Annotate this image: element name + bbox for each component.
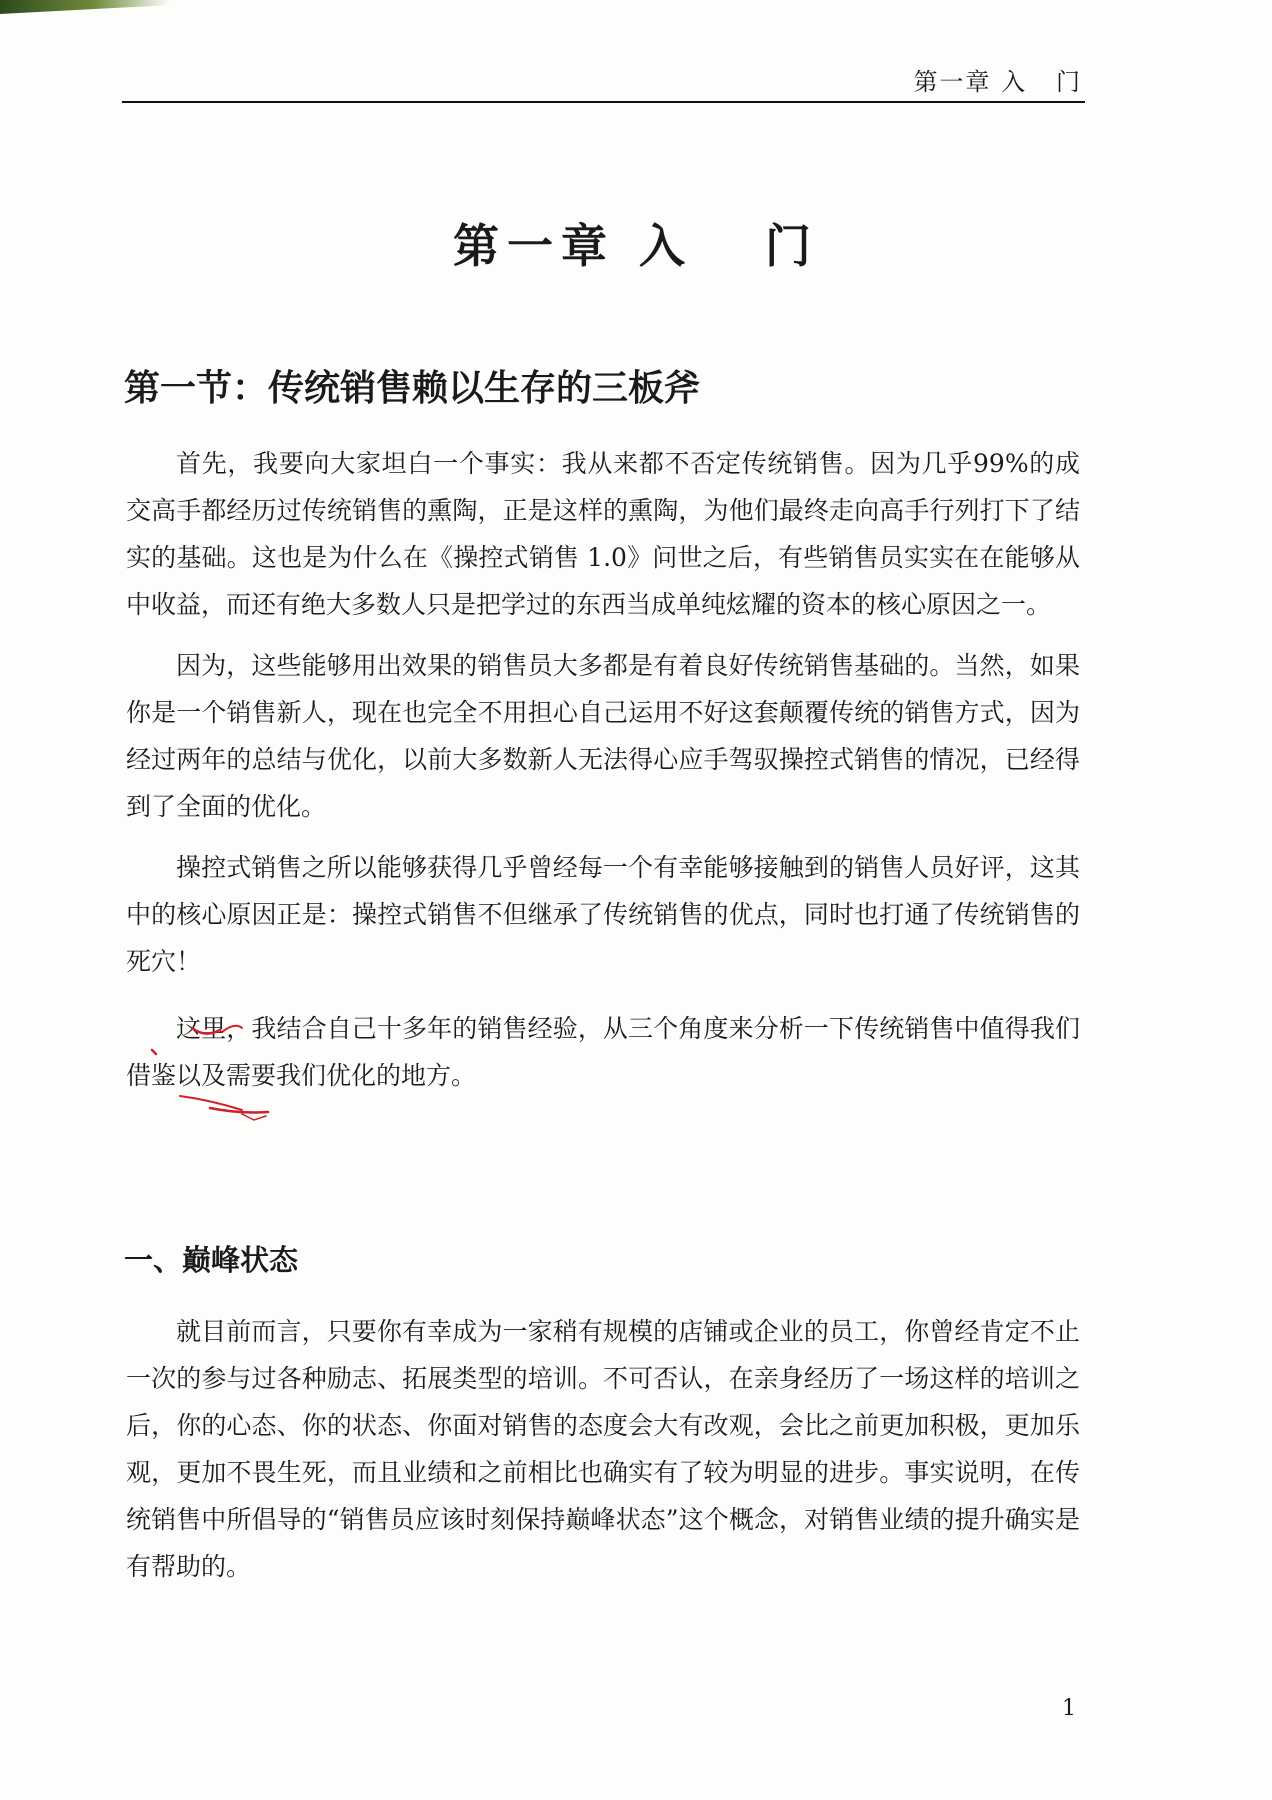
scan-edge-artifact (0, 0, 170, 14)
header-rule (122, 101, 1085, 103)
subsection-body (126, 1308, 1080, 1590)
chapter-title: 第一章 入 门 (452, 219, 820, 273)
paragraph-3: 操控式销售之所以能够获得几乎曾经每一个有幸能够接触到的销售人员好评，这其中的核心原因正是：操控式销售不但继承了传统销售的优点，同时也打通了传统销售的死穴！ (126, 853, 1080, 976)
paragraph-4: 这里，我结合自己十多年的销售经验，从三个角度来分析一下传统销售中值得我们借鉴以及需要我们优化的地方。 (126, 1014, 1080, 1090)
paragraph-1: 首先，我要向大家坦白一个事实：我从来都不否定传统销售。因为几乎99%的成交高手都经历过传统销售的熏陶，正是这样的熏陶，为他们最终走向高手行列打下了结实的基础。这也是为什么在《操控式销售 1.0》问世之后，有些销售员实实在在能够从中收益，而还有绝大多数人只是把学过的东西当成单纯炫耀的资本的核心原因之一。 (126, 449, 1080, 619)
page-number: 1 (1062, 1696, 1076, 1721)
running-head: 第一章 入 门 (913, 68, 1082, 96)
section-title: 第一节：传统销售赖以生存的三板斧 (124, 367, 701, 409)
section-body (126, 440, 1080, 1099)
paragraph-5: 就目前而言，只要你有幸成为一家稍有规模的店铺或企业的员工，你曾经肯定不止一次的参与过各种励志、拓展类型的培训。不可否认，在亲身经历了一场这样的培训之后，你的心态、你的状态、你面对销售的态度会大有改观，会比之前更加积极，更加乐观，更加不畏生死，而且业绩和之前相比也确实有了较为明显的进步。事实说明，在传统销售中所倡导的“销售员应该时刻保持巅峰状态”这个概念，对销售业绩的提升确实是有帮助的。 (126, 1317, 1080, 1581)
paragraph-2: 因为，这些能够用出效果的销售员大多都是有着良好传统销售基础的。当然，如果你是一个销售新人，现在也完全不用担心自己运用不好这套颠覆传统的销售方式，因为经过两年的总结与优化，以前大多数新人无法得心应手驾驭操控式销售的情况，已经得到了全面的优化。 (126, 651, 1080, 821)
subsection-title: 一、巅峰状态 (124, 1243, 299, 1277)
